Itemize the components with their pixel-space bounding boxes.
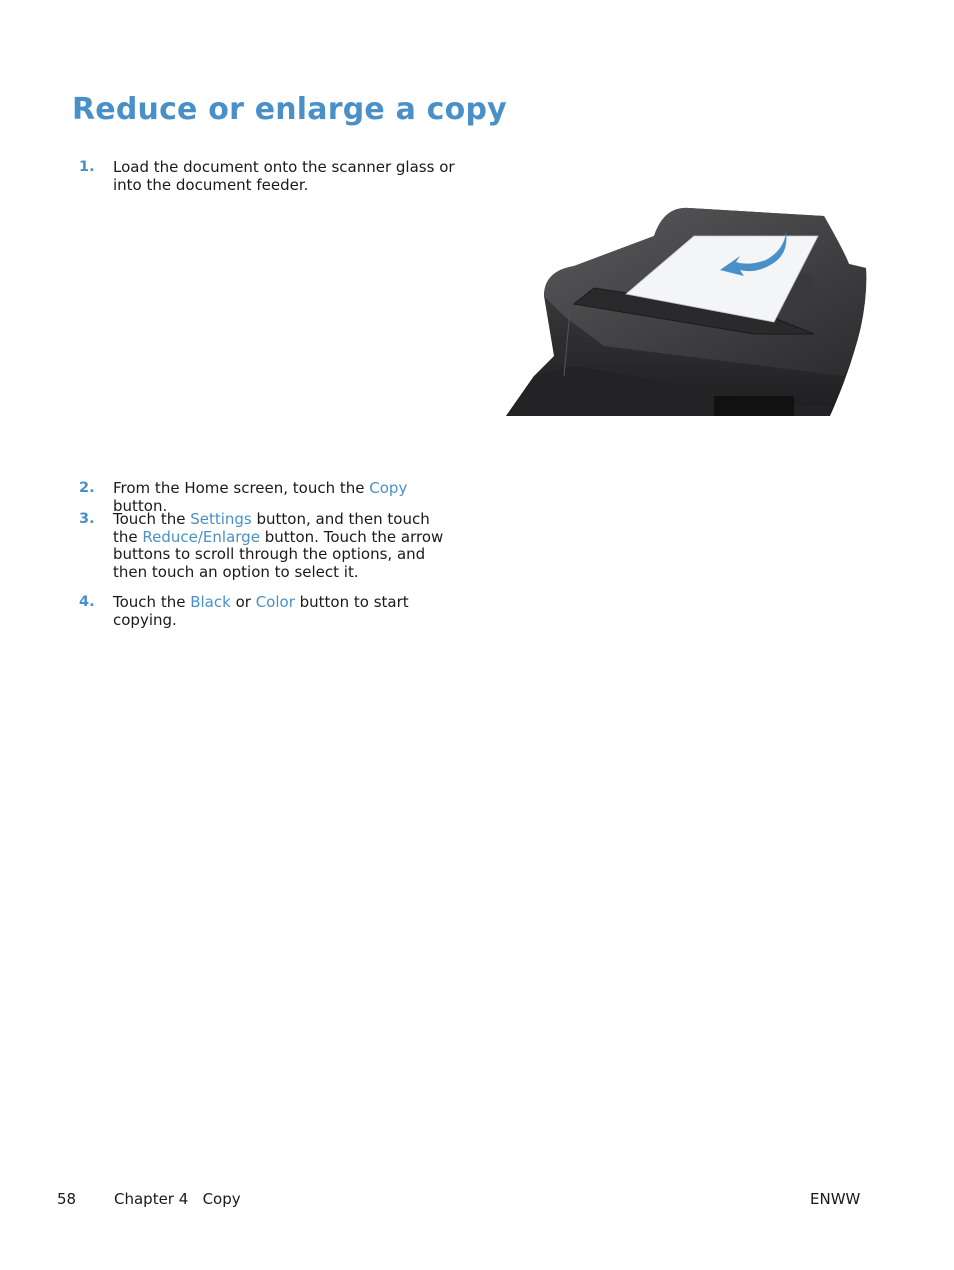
step-text: From the Home screen, touch the Copy button. — [113, 479, 408, 515]
page-title: Reduce or enlarge a copy — [72, 92, 507, 127]
step-text: Touch the Settings button, and then touch the Reduce/Enlarge button. Touch the arrow buttons to scroll through the options, and then touch an option to select it. — [113, 510, 444, 581]
chapter-label: Chapter 4 Copy — [114, 1190, 241, 1208]
color-button-reference: Color — [255, 593, 295, 611]
step-number: 3. — [79, 511, 95, 527]
page-number: 58 — [57, 1190, 77, 1208]
step-number: 1. — [79, 159, 95, 175]
step-text: Touch the Black or Color button to start copying. — [113, 593, 409, 629]
reduce-enlarge-button-reference: Reduce/Enlarge — [142, 527, 260, 546]
copy-button-reference: Copy — [369, 479, 408, 497]
step-number: 2. — [79, 480, 95, 496]
manual-id: ENWW — [810, 1190, 861, 1208]
printer-document-feeder-icon — [504, 206, 870, 418]
settings-button-reference: Settings — [190, 510, 252, 528]
step-text: Load the document onto the scanner glass or into the document feeder. — [113, 158, 455, 194]
step-number: 4. — [79, 594, 95, 610]
black-button-reference: Black — [190, 593, 231, 611]
